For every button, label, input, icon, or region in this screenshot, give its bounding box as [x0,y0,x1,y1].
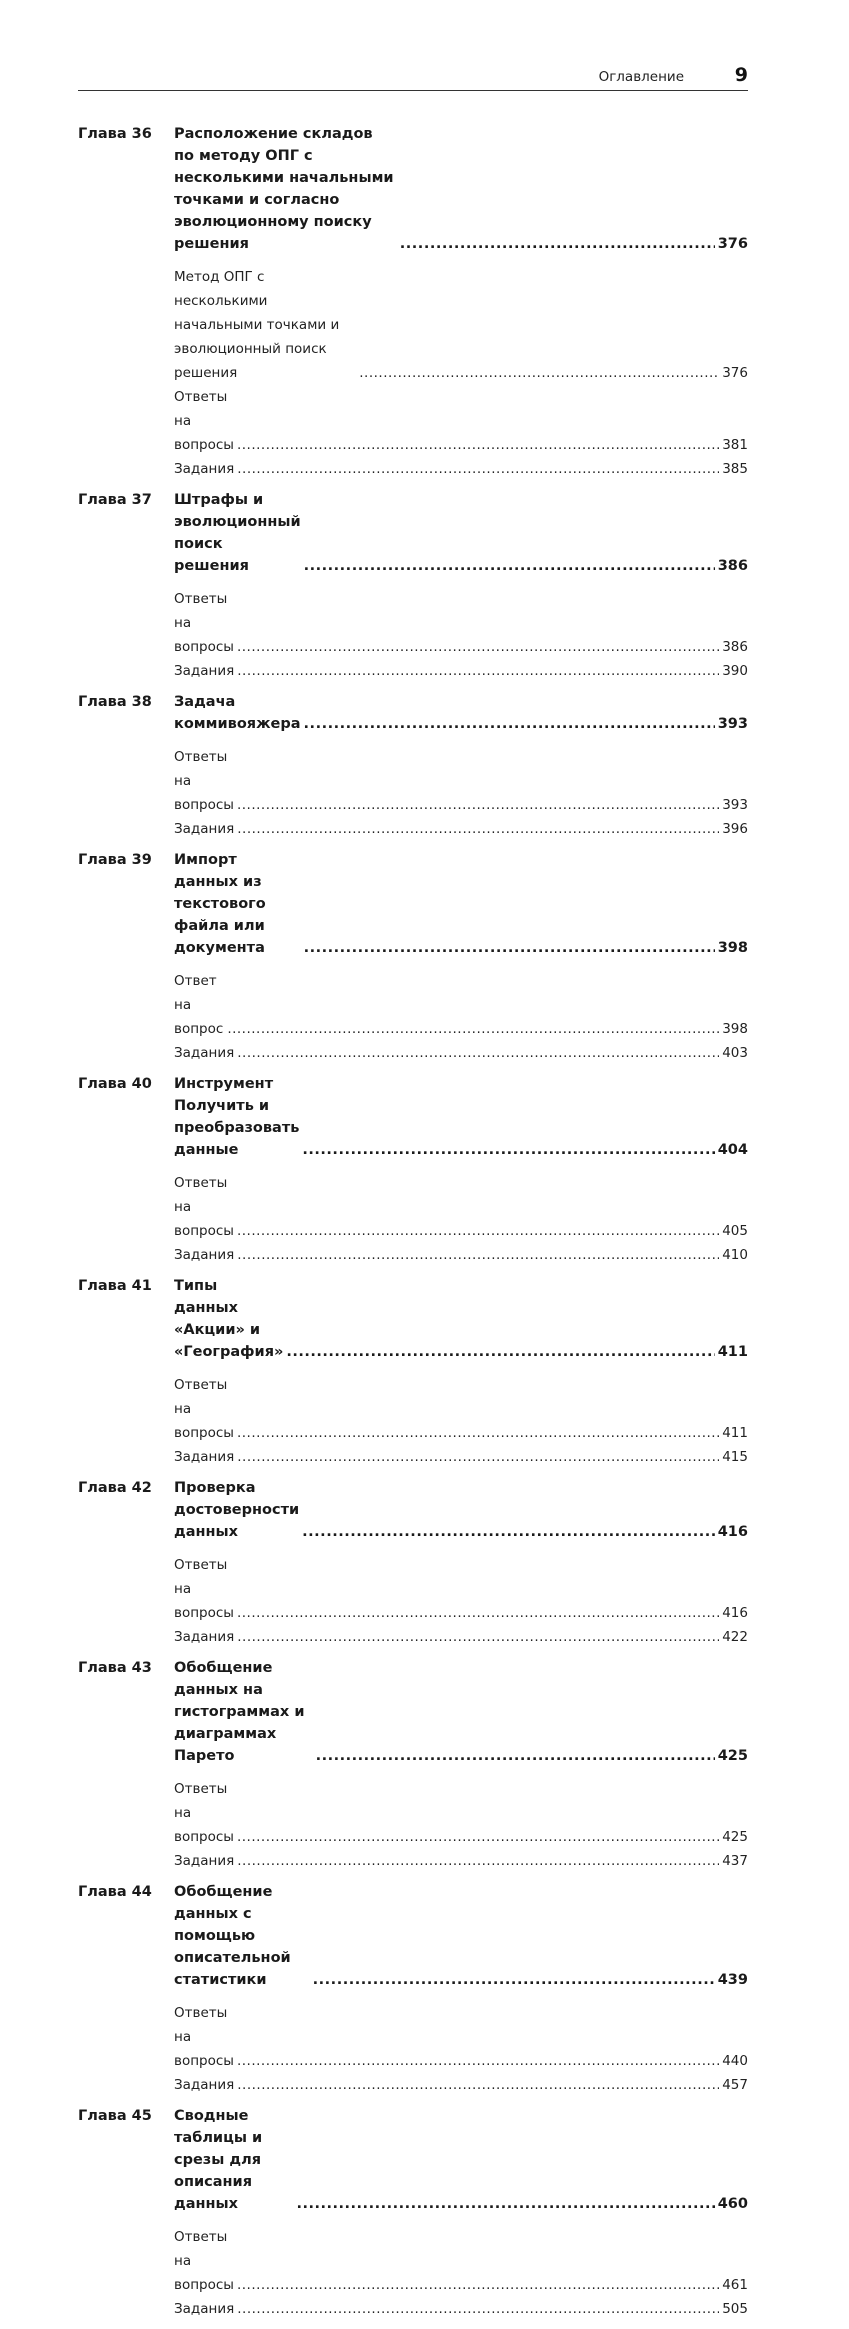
chapter-body [174,1073,748,1267]
chapter-title-line[interactable] [174,123,748,255]
subsection-entry[interactable] [174,1445,748,1469]
dot-leader [237,1601,719,1625]
dot-leader [237,817,719,841]
subsection-entry[interactable] [174,1243,748,1267]
dot-leader [400,233,715,255]
dot-leader [286,1341,714,1363]
subsection-title: Ответы на вопросы [174,1557,234,1621]
dot-leader [237,635,719,659]
chapter-title-line[interactable] [174,1477,748,1543]
chapter-page-number: 425 [717,1748,748,1764]
chapter-title-line[interactable] [174,1657,748,1767]
chapter-label: Глава 39 [78,852,152,868]
dot-leader [237,1445,719,1469]
toc-chapter [78,489,748,683]
subsection-page-number: 437 [722,1853,748,1869]
subsection-entry[interactable] [174,587,748,659]
table-of-contents [78,123,748,2329]
subsection-entry[interactable] [174,1171,748,1243]
chapter-title: Проверка достоверности данных [174,1480,300,1540]
dot-leader [237,2273,719,2297]
subsection-title: Ответы на вопросы [174,1175,234,1239]
chapter-title-line[interactable] [174,691,748,735]
dot-leader [304,937,715,959]
dot-leader [302,1521,715,1543]
dot-leader [237,1421,719,1445]
toc-chapter [78,1881,748,2097]
subsection-page-number: 398 [722,1021,748,1037]
subsection-page-number: 390 [722,663,748,679]
toc-chapter [78,1477,748,1649]
dot-leader [237,457,719,481]
toc-chapter [78,1657,748,1873]
subsection-entry[interactable] [174,1777,748,1849]
chapter-body [174,1275,748,1469]
chapter-title-line[interactable] [174,849,748,959]
chapter-label: Глава 38 [78,694,152,710]
subsection-title: Задания [174,2301,235,2317]
chapter-body [174,849,748,1065]
chapter-page-number: 411 [717,1344,748,1360]
running-header [78,64,748,91]
subsection-entry[interactable] [174,1041,748,1065]
subsection-entry[interactable] [174,817,748,841]
subsection-page-number: 457 [722,2077,748,2093]
subsection-entry[interactable] [174,969,748,1041]
dot-leader [359,361,719,385]
subsection-list [174,587,748,683]
dot-leader [237,1219,719,1243]
subsection-title: Задания [174,461,235,477]
subsection-page-number: 461 [722,2277,748,2293]
chapter-label: Глава 37 [78,492,152,508]
subsection-page-number: 385 [722,461,748,477]
subsection-page-number: 440 [722,2053,748,2069]
subsection-page-number: 386 [722,639,748,655]
subsection-entry[interactable] [174,1553,748,1625]
chapter-page-number: 398 [717,940,748,956]
subsection-page-number: 393 [722,797,748,813]
dot-leader [237,2073,719,2097]
subsection-page-number: 505 [722,2301,748,2317]
chapter-page-number: 386 [717,558,748,574]
chapter-label: Глава 40 [78,1076,152,1092]
dot-leader [237,2297,719,2321]
dot-leader [227,1017,719,1041]
subsection-title: Задания [174,1449,235,1465]
subsection-title: Ответы на вопросы [174,749,234,813]
chapter-title: Сводные таблицы и срезы для описания данных [174,2108,263,2212]
subsection-title: Ответы на вопросы [174,389,234,453]
subsection-list [174,745,748,841]
subsection-entry[interactable] [174,659,748,683]
dot-leader [296,2193,714,2215]
dot-leader [237,2049,719,2073]
chapter-page-number: 393 [717,716,748,732]
subsection-title: Ответы на вопросы [174,1377,234,1441]
subsection-page-number: 376 [722,365,748,381]
subsection-entry[interactable] [174,1849,748,1873]
subsection-page-number: 425 [722,1829,748,1845]
subsection-page-number: 381 [722,437,748,453]
dot-leader [302,1139,714,1161]
chapter-title-line[interactable] [174,1073,748,1161]
subsection-title: Задания [174,1853,235,1869]
chapter-label: Глава 42 [78,1480,152,1496]
subsection-title: Ответы на вопросы [174,1781,234,1845]
chapter-body [174,1881,748,2097]
chapter-body [174,691,748,841]
chapter-page-number: 404 [717,1142,748,1158]
chapter-label: Глава 45 [78,2108,152,2124]
subsection-title: Метод ОПГ с несколькими начальными точками и эволюционный поиск решения [174,269,340,381]
chapter-title: Обобщение данных на гистограммах и диаграммах Парето [174,1660,305,1764]
chapter-title-line[interactable] [174,489,748,577]
dot-leader [237,1825,719,1849]
subsection-title: Задания [174,663,235,679]
toc-chapter [78,2105,748,2321]
subsection-entry[interactable] [174,1373,748,1445]
toc-chapter [78,849,748,1065]
subsection-list [174,1777,748,1873]
subsection-title: Задания [174,821,235,837]
subsection-entry[interactable] [174,2297,748,2321]
chapter-title: Типы данных «Акции» и «География» [174,1278,284,1360]
chapter-title-line[interactable] [174,1275,748,1363]
chapter-page-number: 439 [717,1972,748,1988]
dot-leader [237,1625,719,1649]
dot-leader [237,1041,719,1065]
subsection-page-number: 411 [722,1425,748,1441]
subsection-page-number: 416 [722,1605,748,1621]
subsection-entry[interactable] [174,745,748,817]
subsection-entry[interactable] [174,385,748,457]
subsection-list [174,969,748,1065]
chapter-label: Глава 41 [78,1278,152,1294]
subsection-title: Ответы на вопросы [174,2005,234,2069]
subsection-list [174,1553,748,1649]
subsection-title: Задания [174,1045,235,1061]
subsection-title: Ответ на вопрос [174,973,224,1037]
toc-chapter [78,123,748,481]
subsection-list [174,265,748,481]
running-title: Оглавление [598,69,684,85]
chapter-title: Штрафы и эволюционный поиск решения [174,492,301,574]
subsection-page-number: 422 [722,1629,748,1645]
chapter-body [174,1477,748,1649]
chapter-label: Глава 44 [78,1884,152,1900]
subsection-title: Задания [174,1247,235,1263]
chapter-page-number: 416 [717,1524,748,1540]
toc-chapter [78,1275,748,1469]
chapter-body [174,2105,748,2321]
subsection-entry[interactable] [174,457,748,481]
dot-leader [316,1745,715,1767]
dot-leader [304,555,715,577]
dot-leader [237,659,719,683]
chapter-title: Импорт данных из текстового файла или документа [174,852,266,956]
toc-chapter [78,1073,748,1267]
chapter-title: Задача коммивояжера [174,694,301,732]
subsection-page-number: 396 [722,821,748,837]
page-number: 9 [734,64,748,86]
subsection-list [174,2001,748,2097]
dot-leader [237,433,719,457]
subsection-entry[interactable] [174,1625,748,1649]
chapter-body [174,123,748,481]
dot-leader [237,1849,719,1873]
subsection-page-number: 403 [722,1045,748,1061]
chapter-title: Обобщение данных с помощью описательной статистики [174,1884,291,1988]
subsection-entry[interactable] [174,2073,748,2097]
chapter-body [174,489,748,683]
dot-leader [304,713,715,735]
chapter-label: Глава 43 [78,1660,152,1676]
chapter-title-line[interactable] [174,2105,748,2215]
subsection-list [174,1373,748,1469]
subsection-page-number: 410 [722,1247,748,1263]
subsection-list [174,2225,748,2321]
subsection-page-number: 415 [722,1449,748,1465]
subsection-title: Задания [174,2077,235,2093]
subsection-title: Задания [174,1629,235,1645]
subsection-title: Ответы на вопросы [174,2229,234,2293]
chapter-label: Глава 36 [78,126,152,142]
chapter-title-line[interactable] [174,1881,748,1991]
subsection-entry[interactable] [174,265,748,385]
subsection-entry[interactable] [174,2225,748,2297]
chapter-title: Инструмент Получить и преобразовать данные [174,1076,300,1158]
chapter-page-number: 460 [717,2196,748,2212]
subsection-entry[interactable] [174,2001,748,2073]
subsection-list [174,1171,748,1267]
chapter-body [174,1657,748,1873]
dot-leader [313,1969,715,1991]
chapter-page-number: 376 [717,236,748,252]
chapter-title: Расположение складов по методу ОПГ с несколькими начальными точками и согласно эволюционному поиску решения [174,126,394,252]
subsection-title: Ответы на вопросы [174,591,234,655]
subsection-page-number: 405 [722,1223,748,1239]
toc-chapter [78,691,748,841]
dot-leader [237,793,719,817]
dot-leader [237,1243,719,1267]
